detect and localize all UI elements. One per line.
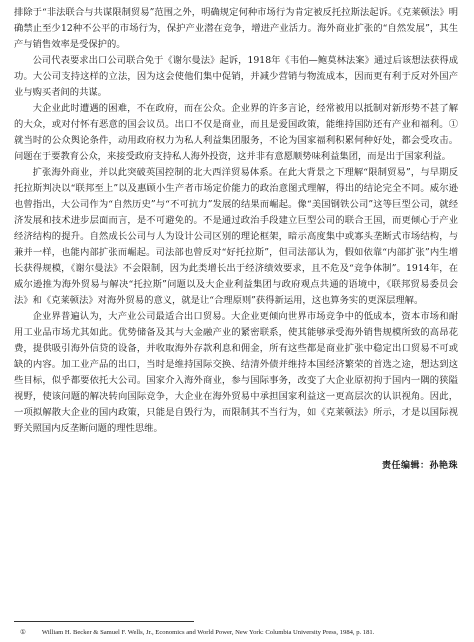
paragraph-1: 排除于“非法联合与共谋限制贸易”范围之外，明确规定何种市场行为肯定被反托拉斯法起诉。《克莱顿法》明确禁止至少12种不公平的市场行为，保护产业潜在竞争，增进产业活力。海外商业扩张的“自然发展”，其生产与销售效率是受保护的。 [14, 7, 458, 50]
footnote-marker: ① [20, 629, 26, 636]
article-body [14, 5, 458, 437]
paragraph-5: 企业界普遍认为，大产业公司最适合出口贸易。大企业更倾向世界市场竞争中的低成本，资本市场和耐用工业品市场尤其如此。优势储备及其与大金融产业的紧密联系，使其能够承受海外销售规模所致的高昂花费，提供吸引海外信贷的设备，并收取海外存款利息和佣金，所有这些都是商业扩张中稳定出口贸易不可或缺的内容。加工业产品的出口，当时是维持国际交换、结清外债并维持本国经济繁荣的首选之途，想达到这些目标，似乎都要依托大公司。国家介入海外商业，参与国际事务，改变了大企业原初拘于国内一隅的狭隘视野，使该问题的解决转向国际竞争，大企业在海外贸易中承担国家利益这一更高层次的认识视角。因此，一项拟解散大企业的国内政策，只能是自毁行为，而限制其不当行为，如《克莱顿法》所示，才是以国际视野关照国内反垄断问题的理性思维。 [14, 311, 458, 434]
paragraph-2: 公司代表要求出口公司联合免于《谢尔曼法》起诉，1918年《韦伯—鲍莫林法案》通过后该想法获得成功。大公司支持这样的立法，因为这会使他们集中促销，并减少营销与物流成本，因而更有利于反对外国产业与购买者间的共谋。 [14, 55, 458, 98]
footnote [20, 628, 460, 637]
paragraph-4: 扩张海外商业，并以此突破英国控制的北大西洋贸易体系。在此大背景之下理解“限制贸易”，与早期反托拉斯判决以“联邦至上”以及惠顾小生产者市场定价能力的政治意图式理解，得出的结论完全不同。威尔逊也曾指出，大公司作为“自然历史”与“不可抗力”发展的结果而崛起。像“美国钢铁公司”这等巨型公司，就经济发展和技术进步层面而言，是不可避免的。不是通过政治手段建立巨型公司的联合王国，而更倾心于产业经济结构的提升。自然成长公司与人为设计公司区别的理论框架，暗示高度集中或寡头垄断式市场结构，与兼并一样，也能内部扩张而崛起。司法部也曾反对“好托拉斯”，但司法部认为，假如依靠“内部扩张”内生增长获得规模，《谢尔曼法》不会限制，因为此类增长出于经济绩效要求，且不危及“竞争体制”。1914年，在威尔逊推为海外贸易与解决“托拉斯”问题以及大企业利益集团与政府观点共通的语境中，《联邦贸易委员会法》和《克莱顿法》对海外贸易的意义，就是让“合理原则”获得新运用，这也算务实的更深层理解。 [14, 167, 458, 306]
paragraph-3: 大企业此时遭遇的困难，不在政府，而在公众。企业界的许多言论，经常被用以抵制对新形势不甚了解的大众，或对付怀有恶意的国会议员。出口不仅是商业，而且是爱国政策，能维持国防还有产业和福利。① 就当时的公众舆论条件，动用政府权力为私人利益集团服务，不论为国家福利积累何种好处，都会受攻击。问题在于要教育公众，来接受政府支持私人海外投资，这并非有意愿顺势味利益集团，而是出于国家利益。 [14, 103, 458, 162]
footnote-text: William H. Becker & Samuel F. Wells, Jr., Economics and World Power, New York: Columbia University Press, 1984, p. 181. [41, 629, 375, 636]
responsible-editor: 责任编辑：孙艳珠 [381, 461, 458, 471]
footnote-divider [14, 621, 194, 622]
